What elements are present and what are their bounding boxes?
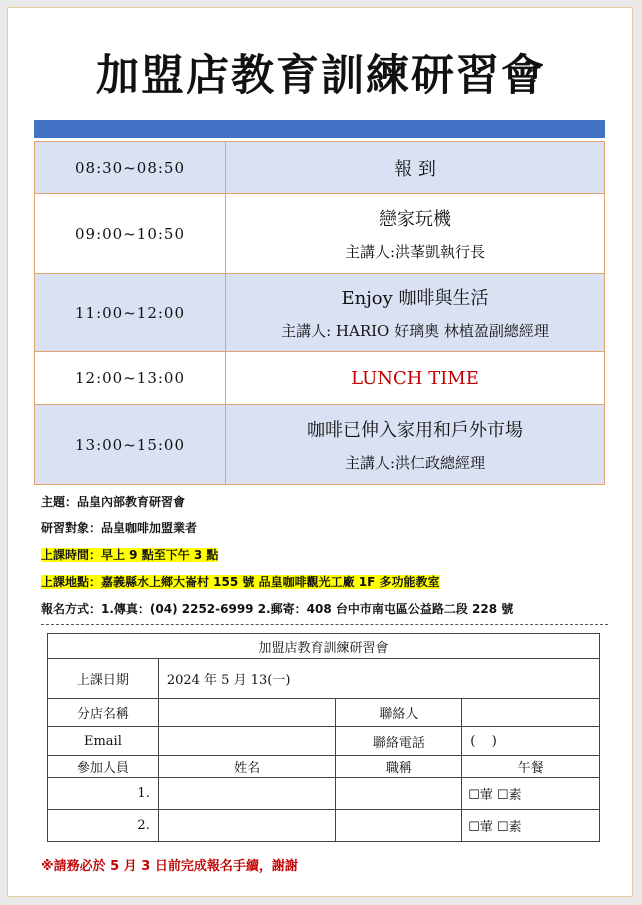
schedule-topic: 咖啡已伸入家用和戶外市場 [307,420,523,441]
phone-field[interactable]: ( ) [462,727,600,756]
participant-name-field[interactable] [158,778,336,810]
col-participants: 參加人員 [48,756,159,778]
schedule-speaker: 主講人: HARIO 好璃奧 林植盈副總經理 [281,322,549,340]
schedule-row [35,352,605,405]
schedule-topic-cell [226,142,605,194]
email-label: Email [48,727,159,756]
contact-field[interactable] [462,699,600,727]
store-field[interactable] [158,699,336,727]
schedule-topic: Enjoy 咖啡與生活 [341,288,489,309]
schedule-time: 13:00~15:00 [35,405,226,485]
schedule-topic: 戀家玩機 [379,209,451,230]
schedule-row [35,405,605,485]
cut-line [41,624,608,625]
schedule-speaker: 主講人:洪莑凱執行長 [344,243,486,261]
col-title: 職稱 [336,756,462,778]
schedule-row [35,274,605,352]
participant-number: 2. [48,810,159,842]
lunch-choice[interactable]: ☐葷 ☐素 [462,778,600,810]
participant-number: 1. [48,778,159,810]
schedule-time: 09:00~10:50 [35,194,226,274]
info-audience: 研習對象：品皇咖啡加盟業者 [41,521,198,535]
schedule-row [35,142,605,194]
participant-row [48,810,600,842]
info-time-line [41,546,218,563]
lunch-choice[interactable]: ☐葷 ☐素 [462,810,600,842]
email-field[interactable] [158,727,336,756]
info-location: 上課地點：嘉義縣水上鄉大崙村 155 號 品皇咖啡觀光工廠 1F 多功能教室 [41,575,440,589]
participant-row [48,778,600,810]
page-title: 加盟店教育訓練研習會 [96,51,546,101]
schedule-topic: 報 到 [394,158,436,180]
info-location-line [41,573,440,590]
header-bar [34,120,605,138]
contact-label: 聯絡人 [336,699,462,727]
form-title: 加盟店教育訓練研習會 [48,634,600,659]
deadline-note: ※請務必於 5 月 3 日前完成報名手續，謝謝 [41,859,298,874]
schedule-topic-cell [226,274,605,352]
schedule-topic-cell [226,352,605,405]
info-signup: 報名方式：1.傳真：(04) 2252-6999 2.郵寄：408 台中市南屯區公益路二段 228 號 [41,602,514,616]
schedule-time: 12:00~13:00 [35,352,226,405]
schedule-time: 08:30~08:50 [35,142,226,194]
schedule-row [35,194,605,274]
schedule-time: 11:00~12:00 [35,274,226,352]
schedule-topic-cell [226,194,605,274]
store-label: 分店名稱 [48,699,159,727]
col-lunch: 午餐 [462,756,600,778]
participant-name-field[interactable] [158,810,336,842]
date-label: 上課日期 [48,659,159,699]
participant-title-field[interactable] [336,778,462,810]
schedule-speaker: 主講人:洪仁政總經理 [344,454,486,472]
participant-title-field[interactable] [336,810,462,842]
schedule-topic-cell [226,405,605,485]
col-name: 姓名 [158,756,336,778]
info-theme: 主題：品皇內部教育研習會 [41,495,186,509]
date-value: 2024 年 5 月 13(一) [158,659,599,699]
phone-label: 聯絡電話 [336,727,462,756]
schedule-table [34,141,605,485]
registration-form [47,633,600,842]
info-time: 上課時間：早上 9 點至下午 3 點 [41,548,219,562]
lunch-label: LUNCH TIME [351,367,479,389]
